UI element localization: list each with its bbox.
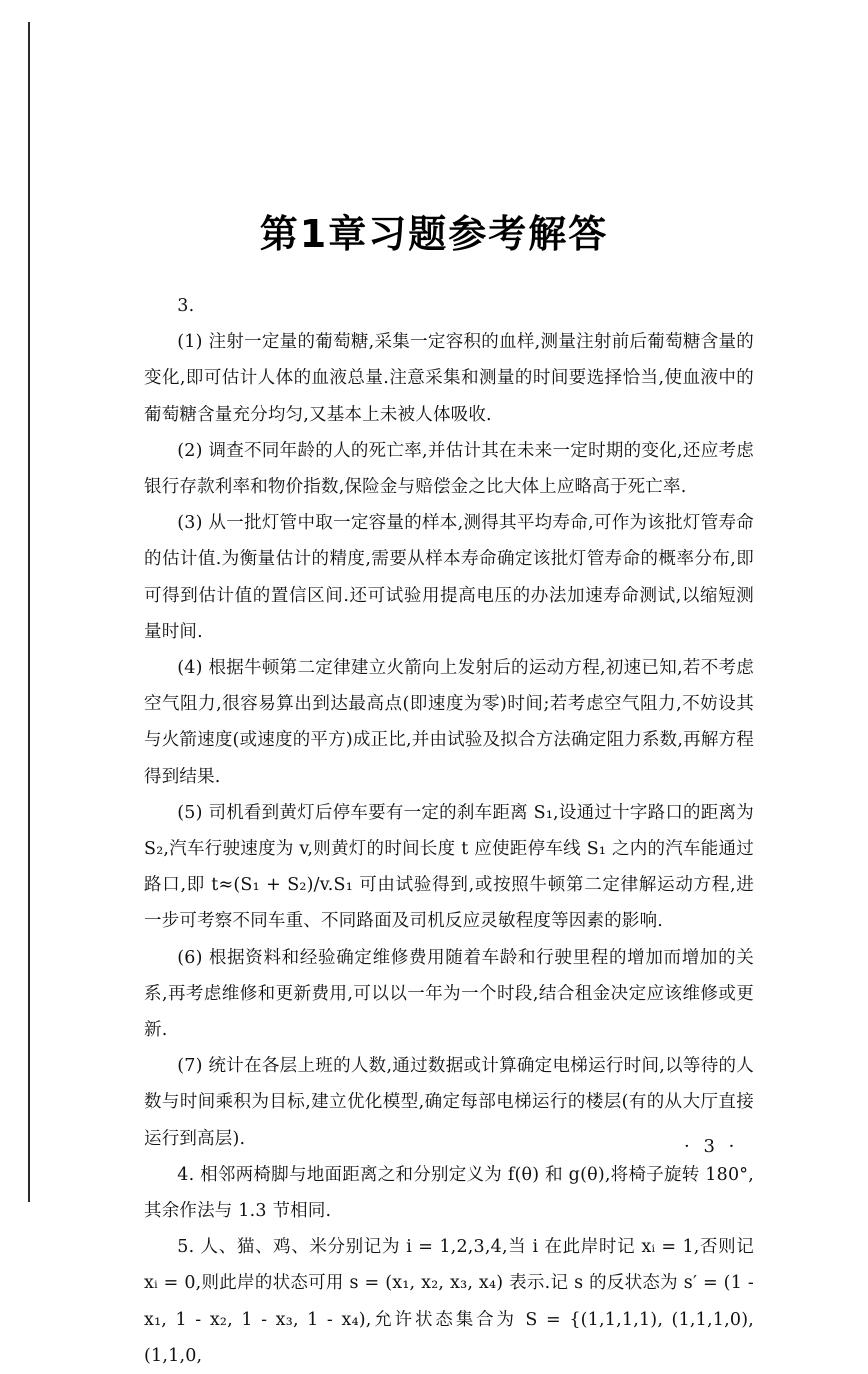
exercise-3-part-3: (3) 从一批灯管中取一定容量的样本,测得其平均寿命,可作为该批灯管寿命的估计值.为衡量估计的精度,需要从样本寿命确定该批灯管寿命的概率分布,即可得到估计值的置信区间.还可试验用提高电压的办法加速寿命测试,以缩短测量时间. [144, 513, 754, 642]
exercise-3-part-6: (6) 根据资料和经验确定维修费用随着车龄和行驶里程的增加而增加的关系,再考虑维修和更新费用,可以以一年为一个时段,结合租金决定应该维修或更新. [144, 947, 754, 1041]
solution-text-body [144, 288, 754, 1374]
exercise-4: 4. 相邻两椅脚与地面距离之和分别定义为 f(θ) 和 g(θ),将椅子旋转 180°,其余作法与 1.3 节相同. [144, 1164, 754, 1222]
page-number: · 3 · [684, 1136, 739, 1157]
exercise-3-part-1: (1) 注射一定量的葡萄糖,采集一定容积的血样,测量注射前后葡萄糖含量的变化,即可估计人体的血液总量.注意采集和测量的时间要选择恰当,使血液中的葡萄糖含量充分均匀,又基本上未被人体吸收. [144, 332, 754, 425]
exercise-5: 5. 人、猫、鸡、米分别记为 i = 1,2,3,4,当 i 在此岸时记 xᵢ = 1,否则记 xᵢ = 0,则此岸的状态可用 s = (x₁, x₂, x₃, x₄) 表示.记 s 的反状态为 s′ = (1 - x₁, 1 - x₂, 1 - x₃, 1 - x₄),允许状态集合为 S = {(1,1,1,1), (1,1,1,0), (1,1,0, [144, 1237, 754, 1366]
exercise-3-part-4: (4) 根据牛顿第二定律建立火箭向上发射后的运动方程,初速已知,若不考虑空气阻力,很容易算出到达最高点(即速度为零)时间;若考虑空气阻力,不妨设其与火箭速度(或速度的平方)成正比,并由试验及拟合方法确定阻力系数,再解方程得到结果. [144, 658, 754, 787]
exercise-3-part-7: (7) 统计在各层上班的人数,通过数据或计算确定电梯运行时间,以等待的人数与时间乘积为目标,建立优化模型,确定每部电梯运行的楼层(有的从大厅直接运行到高层). [144, 1056, 754, 1149]
exercise-3-heading: 3. [177, 296, 195, 316]
chapter-title: 第1章习题参考解答 [259, 212, 609, 257]
exercise-3-part-5: (5) 司机看到黄灯后停车要有一定的刹车距离 S₁,设通过十字路口的距离为 S₂,汽车行驶速度为 v,则黄灯的时间长度 t 应使距停车线 S₁ 之内的汽车能通过路口,即 t≈(S₁ + S₂)/v.S₁ 可由试验得到,或按照牛顿第二定律解运动方程,进一步可考察不同车重、不同路面及司机反应灵敏程度等因素的影响. [144, 802, 754, 932]
binding-margin-line [28, 22, 30, 1202]
exercise-3-part-2: (2) 调查不同年龄的人的死亡率,并估计其在未来一定时期的变化,还应考虑银行存款利率和物价指数,保险金与赔偿金之比大体上应略高于死亡率. [144, 440, 754, 498]
